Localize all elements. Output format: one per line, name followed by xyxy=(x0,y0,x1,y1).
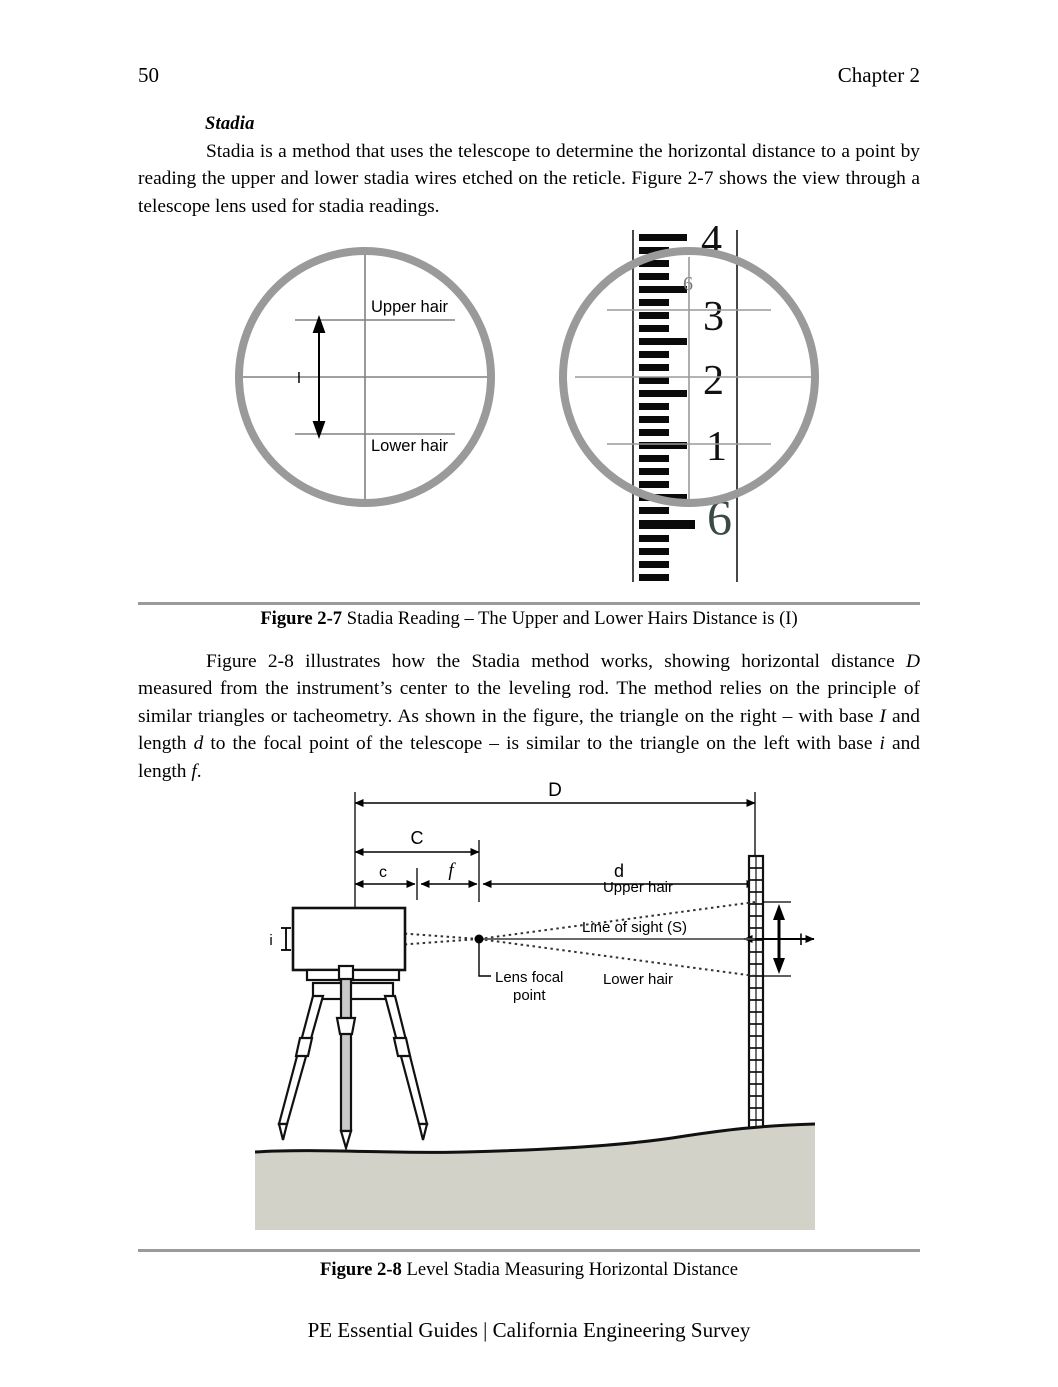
dimension-label-I: I xyxy=(798,930,804,949)
figure-2-7-caption xyxy=(138,608,920,630)
rod-number-4: 4 xyxy=(701,222,722,264)
paragraph-1-text: Stadia is a method that uses the telescope to determine the horizontal distance to a point by reading the upper and lower stadia wires etched on the reticle. Figure 2-7 shows the view through a telescope lens used for stadia readings. xyxy=(138,141,920,217)
paragraph-stadia-intro xyxy=(138,138,920,220)
figure-2-8-graphic xyxy=(255,780,815,1230)
dimension-label-C-upper: C xyxy=(410,828,424,848)
rod-number-3: 3 xyxy=(703,294,724,340)
figure-2-7-graphic xyxy=(225,222,845,592)
dimension-C xyxy=(355,828,479,852)
page-number: 50 xyxy=(138,63,159,87)
lower-hair-label-fig28: Lower hair xyxy=(602,971,673,988)
lens-focal-point-label-line2: point xyxy=(513,987,546,1004)
dimension-label-D: D xyxy=(548,780,562,801)
page-footer: PE Essential Guides | California Engineering Survey xyxy=(307,1318,751,1342)
paragraph-2-seg2: measured from the instrument’s center to the leveling rod. The method relies on the principle of similar triangles or tacheometry. As shown in the figure, the triangle on the right – with base xyxy=(138,678,920,727)
paragraph-stadia-method xyxy=(138,648,920,785)
extension-lines xyxy=(355,792,755,910)
dimension-D xyxy=(355,780,755,803)
left-reticle-crosshairs xyxy=(243,254,487,500)
dimension-label-f: f xyxy=(448,860,454,881)
rod-number-1: 1 xyxy=(706,424,727,470)
telescope-instrument xyxy=(269,908,405,970)
paragraph-2-seg6: . xyxy=(196,760,202,782)
figure-2-8-caption-label: Figure 2-8 xyxy=(320,1259,402,1280)
running-head xyxy=(138,62,920,88)
paragraph-2-var-i: i xyxy=(879,733,885,755)
paragraph-2-seg3: and length xyxy=(138,705,920,755)
paragraph-2-var-d: d xyxy=(193,733,204,755)
dimension-label-c-lower: c xyxy=(379,864,387,881)
figure-2-7-caption-label: Figure 2-7 xyxy=(260,608,343,629)
figure-2-8-rule xyxy=(138,1249,920,1252)
dimension-label-d: d xyxy=(613,861,625,881)
figure-2-7-rule xyxy=(138,602,920,605)
rod-number-2: 2 xyxy=(703,358,724,404)
tripod xyxy=(279,966,427,1148)
paragraph-2-var-I: I xyxy=(879,705,886,727)
rod-number-6-large: 6 xyxy=(707,489,732,545)
upper-hair-label-fig28: Upper hair xyxy=(602,879,673,896)
paragraph-2-var-f: f xyxy=(191,760,197,782)
figure-2-7-caption-text: Stadia Reading – The Upper and Lower Hairs Distance is (I) xyxy=(342,608,798,629)
paragraph-2-seg1: Figure 2-8 illustrates how the Stadia method works, showing horizontal distance xyxy=(206,651,906,672)
upper-hair-label-fig27: Upper hair xyxy=(371,298,449,316)
left-interval-label: I xyxy=(296,370,302,387)
lens-focal-point-label-line1: Lens focal xyxy=(495,969,564,986)
figure-2-8-caption xyxy=(138,1259,920,1281)
lower-hair-label-fig27: Lower hair xyxy=(371,437,449,455)
section-heading: Stadia xyxy=(205,114,255,134)
dimension-c-f-d xyxy=(355,860,755,884)
right-telescope-view xyxy=(563,222,815,582)
hair-spacing-dimension xyxy=(281,928,291,950)
chapter-label: Chapter 2 xyxy=(837,63,920,87)
dimension-label-i: i xyxy=(269,932,273,949)
paragraph-2-seg5: and length xyxy=(138,733,920,782)
figure-2-8-caption-text: Level Stadia Measuring Horizontal Distance xyxy=(401,1259,738,1280)
line-of-sight-label: Line of sight (S) xyxy=(581,919,687,936)
lens-focal-point-leader xyxy=(479,942,491,976)
paragraph-2-seg4: to the focal point of the telescope – is similar to the triangle on the left with base xyxy=(203,733,880,755)
paragraph-2-var-D: D xyxy=(905,651,920,672)
rod-number-6-small: 6 xyxy=(683,273,693,295)
leveling-rod xyxy=(749,856,763,1156)
ground xyxy=(255,1124,815,1230)
